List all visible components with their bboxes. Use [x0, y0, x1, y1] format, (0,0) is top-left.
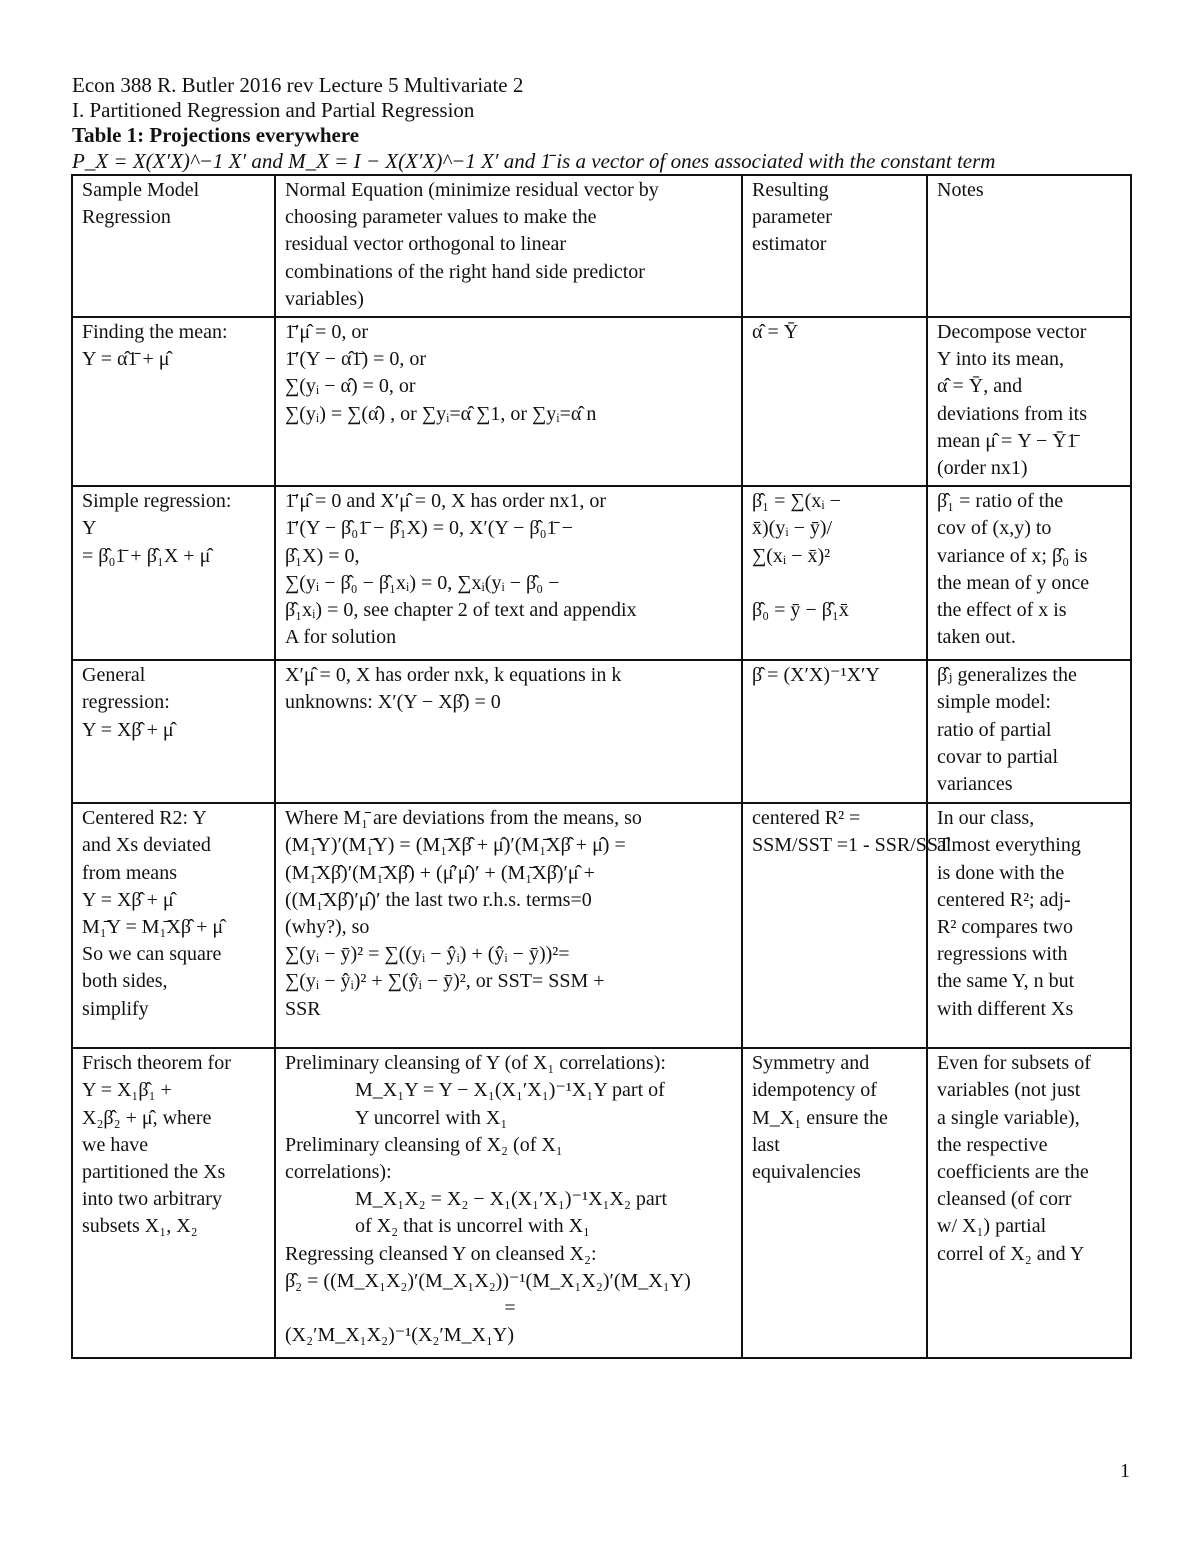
- cell-line: Frisch theorem for: [82, 1052, 231, 1075]
- header-line: Regression: [82, 206, 171, 229]
- cell-line: Symmetry and: [752, 1052, 870, 1075]
- header-estimator: [742, 175, 927, 317]
- cell-estimator: [742, 486, 927, 660]
- cell-estimator: [742, 1048, 927, 1358]
- cell-line: β̂ = (X′X)⁻¹X′Y: [752, 664, 880, 687]
- header-normal-equation: [275, 175, 742, 317]
- cell-line: α̂ = Ȳ: [752, 321, 799, 344]
- cell-line: M_X₁Y = Y − X₁(X₁′X₁)⁻¹X₁Y part of: [355, 1079, 665, 1102]
- cell-line: M_X₁ ensure the: [752, 1106, 888, 1129]
- cell-line: last: [752, 1133, 780, 1156]
- cell-estimator: [742, 317, 927, 486]
- cell-line: Y into its mean,: [937, 348, 1065, 371]
- cell-model: [72, 317, 275, 486]
- cell-line: Where M₁̄ are deviations from the means, so: [285, 807, 642, 830]
- cell-estimator: [742, 660, 927, 803]
- table-header-row: [72, 175, 1131, 317]
- cell-line: [752, 570, 920, 597]
- cell-line: mean μ̂ = Y − Ȳ1̄: [937, 429, 1077, 452]
- document-header-course: Econ 388 R. Butler 2016 rev Lecture 5 Multivariate 2: [72, 73, 524, 97]
- cell-line: into two arbitrary: [82, 1188, 222, 1211]
- cell-model: [72, 660, 275, 803]
- cell-line: Y = Xβ̂ + μ̂: [82, 888, 174, 911]
- cell-line: 1̄′(Y − β̂₀1̄ − β̂₁X) = 0, X′(Y − β̂₀1̄ −: [285, 517, 573, 540]
- page-number: 1: [1120, 1460, 1130, 1482]
- cell-line: Simple regression:: [82, 490, 232, 513]
- cell-line: β̂ⱼ generalizes the: [937, 664, 1077, 687]
- cell-notes: [927, 803, 1131, 1048]
- cell-line: Y = Xβ̂ + μ̂: [82, 718, 174, 741]
- cell-line: equivalencies: [752, 1161, 861, 1184]
- cell-equation: [275, 803, 742, 1048]
- cell-line: = β̂₀1̄ + β̂₁X + μ̂: [82, 544, 211, 567]
- cell-line: is done with the: [937, 861, 1065, 884]
- cell-line: centered R² =: [752, 807, 861, 830]
- cell-line: 1̄′μ̂ = 0 and X′μ̂ = 0, X has order nx1, or: [285, 490, 607, 513]
- header-line: choosing parameter values to make the: [285, 206, 597, 229]
- cell-line: Y = X₁β̂₁ +: [82, 1079, 172, 1102]
- cell-line: unknowns: X′(Y − Xβ̂) = 0: [285, 691, 501, 714]
- cell-line: (order nx1): [937, 457, 1028, 480]
- cell-line: partitioned the Xs: [82, 1161, 226, 1184]
- cell-line: the respective: [937, 1133, 1048, 1156]
- table-row: [72, 660, 1131, 803]
- header-sample-model: [72, 175, 275, 317]
- cell-line: ∑(yᵢ − ŷᵢ)² + ∑(ŷᵢ − ȳ)², or SST= SSM +: [285, 970, 605, 993]
- cell-line: variances: [937, 773, 1013, 796]
- cell-line: x̄)(yᵢ − ȳ)/: [752, 517, 833, 540]
- cell-estimator: [742, 803, 951, 1048]
- cell-line: Finding the mean:: [82, 321, 228, 344]
- cell-line: almost everything: [937, 834, 1081, 857]
- cell-line: Centered R2: Y: [82, 807, 207, 830]
- cell-line: 1̄′μ̂ = 0, or: [285, 321, 369, 344]
- cell-line: a single variable),: [937, 1106, 1080, 1129]
- cell-model: [72, 803, 275, 1048]
- cell-notes: [927, 486, 1131, 660]
- header-line: Normal Equation (minimize residual vector by: [285, 179, 659, 201]
- cell-line: regressions with: [937, 943, 1068, 966]
- cell-notes: [927, 660, 1131, 803]
- cell-line: the same Y, n but: [937, 970, 1075, 993]
- cell-line: β̂₁ = ∑(xᵢ −: [752, 490, 841, 513]
- header-line: residual vector orthogonal to linear: [285, 233, 567, 256]
- table-row: [72, 486, 1131, 660]
- cell-line: subsets X₁, X₂: [82, 1215, 198, 1238]
- cell-line: and Xs deviated: [82, 834, 211, 857]
- cell-model: [72, 486, 275, 660]
- cell-line: 1̄′(Y − α̂1̄) = 0, or: [285, 348, 427, 371]
- cell-line: X′μ̂ = 0, X has order nxk, k equations in k: [285, 664, 622, 687]
- table-row: [72, 803, 1131, 1048]
- cell-line: Y: [82, 517, 97, 540]
- cell-line: =: [504, 1297, 516, 1320]
- cell-line: SSM/SST =1 - SSR/SST: [752, 834, 951, 857]
- cell-line: ∑(yᵢ − ȳ)² = ∑((yᵢ − ŷᵢ) + (ŷᵢ − ȳ))²=: [285, 943, 570, 966]
- cell-line: ∑(yᵢ) = ∑(α̂) , or ∑yᵢ=α̂ ∑1, or ∑yᵢ=α̂ n: [285, 402, 597, 425]
- cell-line: β̂₁X) = 0,: [285, 544, 360, 567]
- cell-equation: [275, 660, 742, 803]
- table-row: [72, 317, 1131, 486]
- cell-model: [72, 1048, 275, 1358]
- cell-line: regression:: [82, 691, 170, 714]
- cell-line: the mean of y once: [937, 571, 1090, 594]
- cell-line: (X₂′M_X₁X₂)⁻¹(X₂′M_X₁Y): [285, 1324, 515, 1347]
- cell-equation: [275, 317, 742, 486]
- cell-line: Decompose vector: [937, 321, 1087, 344]
- header-line: Notes: [937, 179, 984, 201]
- cell-line: β̂₂ = ((M_X₁X₂)′(M_X₁X₂))⁻¹(M_X₁X₂)′(M_X₁Y): [285, 1269, 691, 1292]
- cell-line: ratio of partial: [937, 718, 1052, 741]
- cell-line: from means: [82, 861, 177, 884]
- cell-line: Even for subsets of: [937, 1052, 1091, 1075]
- cell-line: simple model:: [937, 691, 1051, 714]
- header-line: parameter: [752, 206, 832, 229]
- cell-line: In our class,: [937, 807, 1035, 830]
- cell-line: Y uncorrel with X₁: [355, 1106, 508, 1129]
- cell-line: (M₁̄Xβ̂)′(M₁̄Xβ̂) + (μ̂′μ̂)′ + (M₁̄Xβ̂)′μ̂ +: [285, 861, 595, 884]
- cell-notes: [927, 317, 1131, 486]
- header-notes: [927, 175, 1131, 317]
- cell-line: w/ X₁) partial: [937, 1215, 1047, 1238]
- cell-line: the effect of x is: [937, 599, 1067, 622]
- header-line: combinations of the right hand side predictor: [285, 260, 645, 283]
- cell-line: correlations):: [285, 1161, 392, 1184]
- cell-line: variables (not just: [937, 1079, 1081, 1102]
- header-line: variables): [285, 287, 364, 310]
- header-line: Sample Model: [82, 179, 200, 201]
- cell-line: simplify: [82, 997, 149, 1020]
- cell-line: ∑(yᵢ − α̂) = 0, or: [285, 375, 416, 398]
- cell-line: So we can square: [82, 943, 222, 966]
- cell-equation: [275, 1048, 742, 1358]
- cell-line: variance of x; β̂₀ is: [937, 544, 1088, 567]
- cell-line: coefficients are the: [937, 1161, 1089, 1184]
- cell-line: β̂₀ = ȳ − β̂₁x̄: [752, 599, 849, 622]
- cell-line: ∑(yᵢ − β̂₀ − β̂₁xᵢ) = 0, ∑xᵢ(yᵢ − β̂₀ −: [285, 571, 560, 594]
- cell-line: correl of X₂ and Y: [937, 1242, 1085, 1265]
- cell-line: A for solution: [285, 626, 397, 649]
- header-line: estimator: [752, 233, 827, 256]
- cell-line: M₁̄Y = M₁̄Xβ̂ + μ̂: [82, 916, 224, 939]
- cell-line: ((M₁̄Xβ̂)′μ̂)′ the last two r.h.s. terms=0: [285, 888, 592, 911]
- cell-line: (why?), so: [285, 916, 370, 939]
- table-title: Table 1: Projections everywhere: [72, 123, 360, 147]
- cell-line: idempotency of: [752, 1079, 877, 1102]
- cell-line: of X₂ that is uncorrel with X₁: [355, 1215, 591, 1238]
- header-line: Resulting: [752, 179, 829, 201]
- cell-line: R² compares two: [937, 916, 1073, 939]
- cell-line: M_X₁X₂ = X₂ − X₁(X₁′X₁)⁻¹X₁X₂ part: [355, 1188, 668, 1211]
- cell-line: SSR: [285, 997, 321, 1020]
- cell-line: we have: [82, 1133, 149, 1156]
- projection-definitions: P_X = X(X′X)^−1 X′ and M_X = I − X(X′X)^−1 X′ and 1̄ is a vector of ones associated with the constant term: [72, 149, 996, 173]
- projections-table: [71, 174, 1132, 1359]
- cell-line: Preliminary cleansing of X₂ (of X₁: [285, 1133, 563, 1156]
- cell-line: β̂₁xᵢ) = 0, see chapter 2 of text and appendix: [285, 599, 637, 622]
- table-row: [72, 1048, 1131, 1358]
- cell-line: cov of (x,y) to: [937, 517, 1052, 540]
- cell-line: β̂₁ = ratio of the: [937, 490, 1064, 513]
- cell-line: with different Xs: [937, 997, 1074, 1020]
- cell-line: Preliminary cleansing of Y (of X₁ correlations):: [285, 1052, 666, 1075]
- cell-line: (M₁̄Y)′(M₁̄Y) = (M₁̄Xβ̂ + μ̂)′(M₁̄Xβ̂ + μ̂) =: [285, 834, 626, 857]
- cell-line: Y = α̂1̄ + μ̂: [82, 348, 170, 371]
- cell-line: Regressing cleansed Y on cleansed X₂:: [285, 1242, 597, 1265]
- cell-equation: [275, 486, 742, 660]
- cell-line: cleansed (of corr: [937, 1188, 1072, 1211]
- cell-line: both sides,: [82, 970, 168, 993]
- cell-line: ∑(xᵢ − x̄)²: [752, 544, 831, 567]
- cell-line: centered R²; adj-: [937, 888, 1071, 911]
- cell-line: deviations from its: [937, 402, 1087, 425]
- document-header-section: I. Partitioned Regression and Partial Regression: [72, 98, 475, 122]
- cell-notes: [927, 1048, 1131, 1358]
- cell-line: X₂β̂₂ + μ̂, where: [82, 1106, 212, 1129]
- cell-line: α̂ = Ȳ, and: [937, 375, 1023, 398]
- cell-line: covar to partial: [937, 745, 1059, 768]
- cell-line: taken out.: [937, 626, 1016, 649]
- cell-line: General: [82, 664, 146, 687]
